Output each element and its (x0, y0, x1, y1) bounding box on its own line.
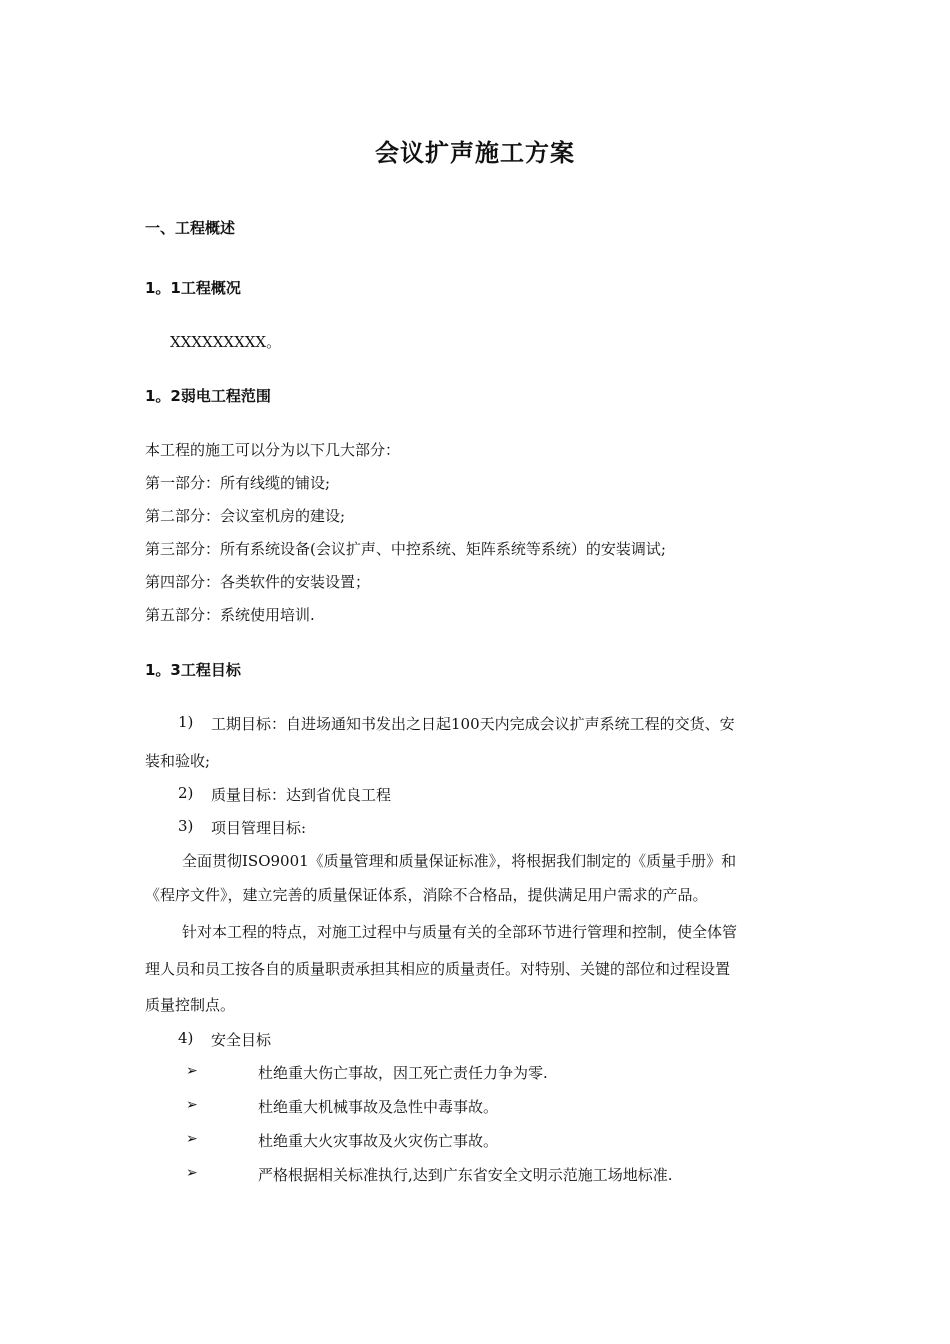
arrow-bullet-icon: ➢ (186, 1131, 198, 1147)
subsection-heading-1-3: 1。3工程目标 (145, 661, 241, 679)
quality-paragraph-line: 理人员和员工按各自的质量职责承担其相应的质量责任。对特别、关键的部位和过程设置 (145, 960, 731, 978)
goal-safety: 安全目标 (211, 1031, 272, 1049)
management-paragraph-line: 全面贯彻ISO9001《质量管理和质量保证标准》，将根据我们制定的《质量手册》和 (182, 852, 737, 870)
scope-item: 第二部分：会议室机房的建设; (145, 507, 346, 525)
goal-number: 1) (178, 713, 194, 731)
subsection-heading-1-2: 1。2弱电工程范围 (145, 387, 271, 405)
safety-item: 杜绝重大机械事故及急性中毒事故。 (258, 1098, 499, 1116)
safety-item: 杜绝重大火灾事故及火灾伤亡事故。 (258, 1132, 499, 1150)
quality-paragraph-line: 针对本工程的特点，对施工过程中与质量有关的全部环节进行管理和控制，使全体管 (182, 923, 738, 941)
goal-number: 2) (178, 784, 194, 802)
scope-intro: 本工程的施工可以分为以下几大部分： (145, 441, 401, 459)
goal-quality: 质量目标：达到省优良工程 (211, 786, 392, 804)
section-heading-overview: 一、工程概述 (145, 219, 236, 237)
safety-item: 严格根据相关标准执行,达到广东省安全文明示范施工场地标准. (258, 1166, 673, 1184)
quality-paragraph-line: 质量控制点。 (145, 996, 236, 1014)
management-paragraph-line: 《程序文件》，建立完善的质量保证体系，消除不合格品，提供满足用户需求的产品。 (145, 886, 708, 904)
arrow-bullet-icon: ➢ (186, 1063, 198, 1079)
document-title: 会议扩声施工方案 (375, 139, 575, 167)
arrow-bullet-icon: ➢ (186, 1165, 198, 1181)
safety-item: 杜绝重大伤亡事故，因工死亡责任力争为零. (258, 1064, 548, 1082)
goal-schedule-line: 工期目标：自进场通知书发出之日起100天内完成会议扩声系统工程的交货、安 (211, 715, 735, 733)
scope-item: 第四部分：各类软件的安装设置； (145, 573, 371, 591)
scope-item: 第三部分：所有系统设备(会议扩声、中控系统、矩阵系统等系统）的安装调试; (145, 540, 666, 558)
goal-schedule-line: 装和验收; (145, 752, 211, 770)
scope-item: 第五部分：系统使用培训. (145, 606, 315, 624)
subsection-heading-1-1: 1。1工程概况 (145, 279, 241, 297)
overview-text: XXXXXXXXX。 (170, 333, 282, 351)
arrow-bullet-icon: ➢ (186, 1097, 198, 1113)
goal-number: 4) (178, 1029, 194, 1047)
goal-management: 项目管理目标: (211, 819, 307, 837)
goal-number: 3) (178, 817, 194, 835)
scope-item: 第一部分：所有线缆的铺设; (145, 474, 331, 492)
